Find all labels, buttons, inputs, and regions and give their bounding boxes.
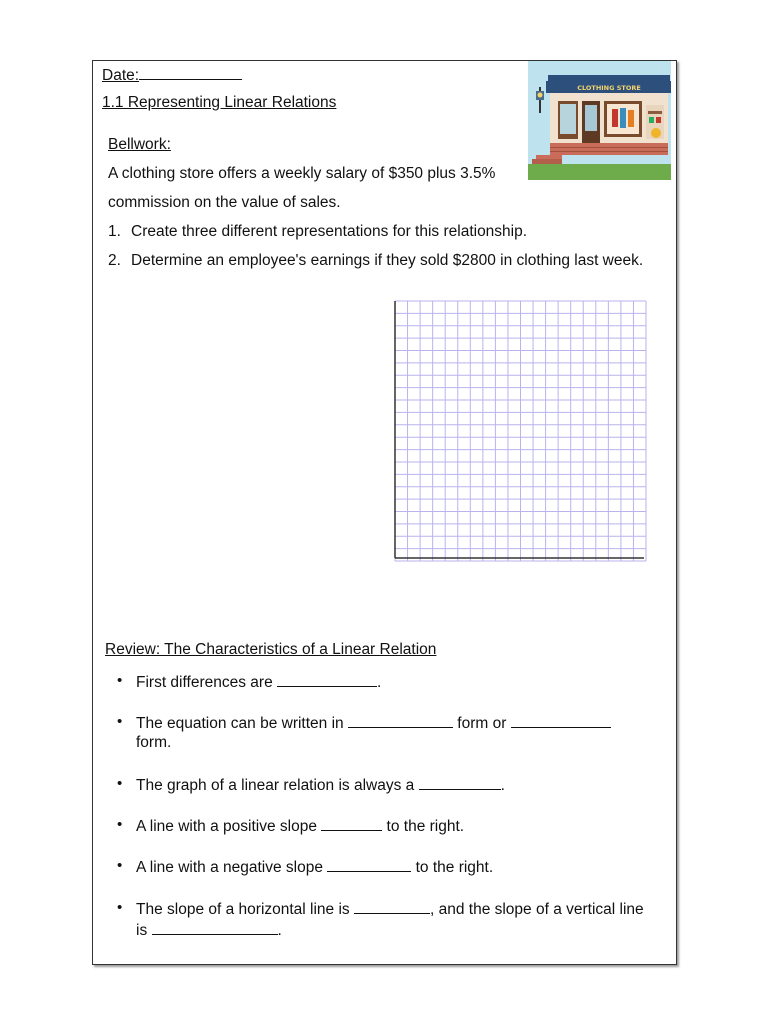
review-item-suffix: . [377, 674, 382, 691]
review-item-prefix: First differences are [136, 674, 277, 691]
answer-blank[interactable] [152, 920, 278, 935]
question-number: 2. [108, 252, 121, 269]
review-item-prefix: The equation can be written in [136, 715, 348, 732]
bellwork-text-line-2: commission on the value of sales. [108, 194, 341, 211]
answer-blank[interactable] [419, 775, 501, 790]
answer-blank[interactable] [327, 857, 411, 872]
review-item-suffix: to the right. [382, 818, 465, 835]
question-text: Create three different representations for this relationship. [131, 223, 528, 240]
review-item-text [136, 713, 611, 733]
bullet-icon: • [117, 672, 123, 689]
bellwork-heading: Bellwork: [108, 136, 171, 153]
review-item-text-line-2 [136, 920, 282, 940]
bellwork-question-1 [108, 223, 528, 241]
answer-blank[interactable] [277, 672, 377, 687]
bullet-icon: • [117, 899, 123, 916]
review-item-text [136, 899, 644, 919]
clothing-store-illustration [528, 61, 671, 180]
bullet-icon: • [117, 713, 123, 730]
review-item-text [136, 857, 493, 877]
answer-blank[interactable] [348, 713, 453, 728]
review-item-text [136, 775, 505, 795]
worksheet-page [92, 60, 677, 965]
date-blank[interactable] [139, 65, 242, 80]
page-title: 1.1 Representing Linear Relations [102, 94, 337, 111]
bullet-icon: • [117, 775, 123, 792]
answer-blank[interactable] [511, 713, 611, 728]
review-heading: Review: The Characteristics of a Linear Relation [105, 641, 437, 658]
review-item-prefix: is [136, 922, 152, 939]
review-item-text-line-2: form. [136, 734, 172, 751]
bullet-icon: • [117, 816, 123, 833]
review-item-middle: , and the slope of a vertical line [429, 901, 644, 918]
review-item-prefix: The graph of a linear relation is always a [136, 777, 419, 794]
review-item-prefix: The slope of a horizontal line is [136, 901, 354, 918]
review-item-suffix: to the right. [411, 859, 494, 876]
bellwork-text-line-1: A clothing store offers a weekly salary of $350 plus 3.5% [108, 165, 496, 182]
question-number: 1. [108, 223, 121, 240]
review-item-prefix: A line with a positive slope [136, 818, 322, 835]
answer-blank[interactable] [354, 899, 430, 914]
review-item-middle: form or [452, 715, 511, 732]
review-item-text [136, 816, 464, 836]
review-item-suffix: . [277, 922, 282, 939]
graph-paper[interactable] [393, 299, 649, 564]
bullet-icon: • [117, 857, 123, 874]
review-item-prefix: A line with a negative slope [136, 859, 328, 876]
bellwork-question-2 [108, 252, 644, 270]
question-text: Determine an employee's earnings if they sold $2800 in clothing last week. [131, 252, 644, 269]
date-label: Date: [102, 67, 140, 84]
answer-blank[interactable] [321, 816, 382, 831]
date-line [102, 65, 242, 85]
review-item-text [136, 672, 381, 692]
review-item-suffix: . [500, 777, 505, 794]
store-sign-text: CLOTHING STORE [577, 84, 641, 92]
